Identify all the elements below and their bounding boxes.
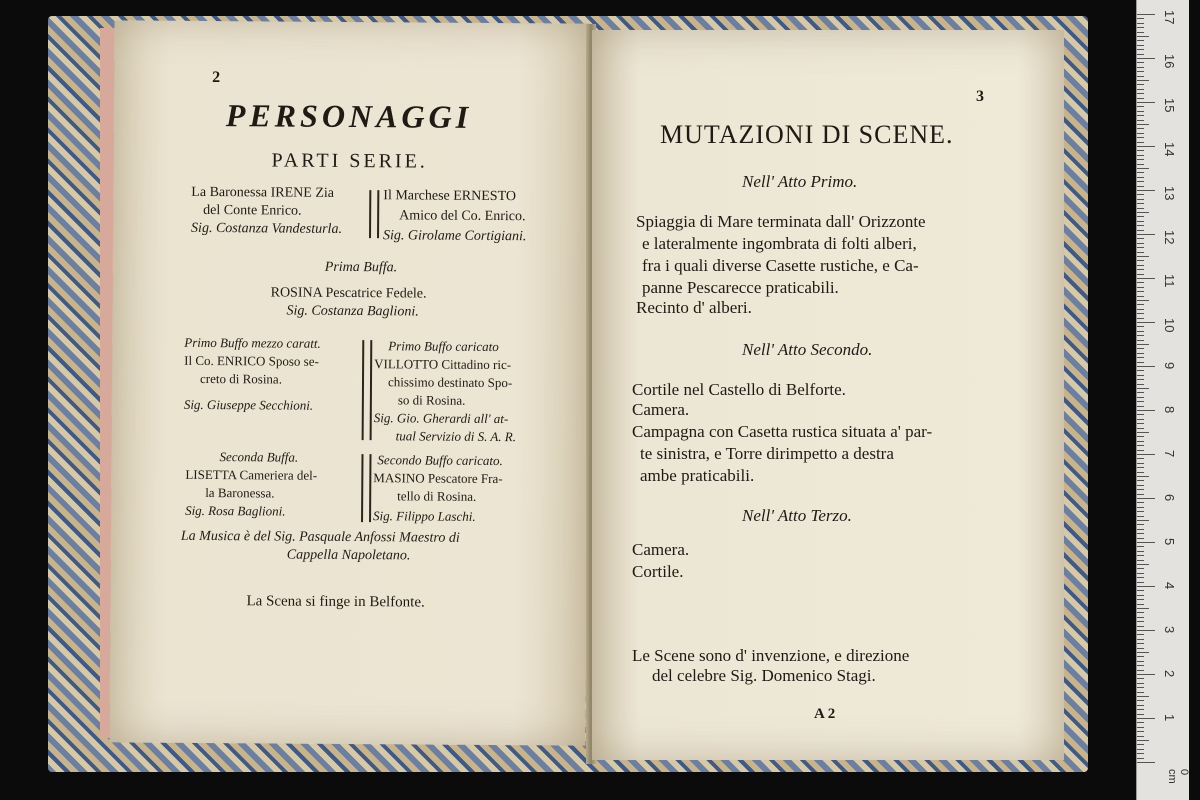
- ruler-tick: [1137, 406, 1144, 407]
- ruler-tick: [1137, 120, 1144, 121]
- scene-line: Cortile nel Castello di Belforte.: [632, 380, 846, 399]
- ruler-tick: [1137, 480, 1144, 481]
- ruler-tick: [1137, 62, 1144, 63]
- ruler-tick: [1137, 692, 1144, 693]
- credit-line: Cappella Napoletano.: [286, 547, 411, 564]
- ruler-tick: [1137, 216, 1144, 217]
- ruler-number: 6: [1162, 494, 1177, 502]
- ruler-tick: [1137, 287, 1144, 288]
- ruler-tick: [1137, 353, 1144, 354]
- ruler-tick: [1137, 274, 1144, 275]
- ruler-tick: [1137, 397, 1144, 398]
- ruler-tick: [1137, 520, 1149, 521]
- ruler-tick: [1137, 80, 1149, 81]
- ruler-number: 17: [1162, 10, 1177, 25]
- cast-line: La Baronessa IRENE Zia: [191, 184, 335, 201]
- ruler-tick: [1137, 238, 1144, 239]
- ruler-tick: [1137, 590, 1144, 591]
- ruler-tick: [1137, 524, 1144, 525]
- ruler-tick: [1137, 639, 1144, 640]
- ruler-tick: [1137, 718, 1155, 719]
- ruler-tick: [1137, 410, 1155, 411]
- ruler-tick: [1137, 18, 1144, 19]
- cast-line: Il Co. ENRICO Sposo se-: [184, 352, 319, 369]
- cast-line: Il Marchese ERNESTO: [383, 188, 517, 205]
- ruler-number: 12: [1162, 230, 1177, 245]
- ruler-tick: [1137, 546, 1144, 547]
- ruler-tick: [1137, 458, 1144, 459]
- ruler-tick: [1137, 54, 1144, 55]
- ruler-tick: [1137, 252, 1144, 253]
- ruler-tick: [1137, 71, 1144, 72]
- ruler-tick: [1137, 269, 1144, 270]
- ruler-tick: [1137, 736, 1144, 737]
- ruler-tick: [1137, 221, 1144, 222]
- role-heading: Prima Buffa.: [324, 259, 398, 276]
- ruler-tick: [1137, 142, 1144, 143]
- cast-line: Primo Buffo mezzo caratt.: [184, 334, 321, 351]
- ruler-tick: [1137, 476, 1149, 477]
- ruler-tick: [1137, 573, 1144, 574]
- ruler-tick: [1137, 533, 1144, 534]
- left-page: [109, 20, 590, 745]
- ruler-tick: [1137, 159, 1144, 160]
- ruler-tick: [1137, 384, 1144, 385]
- ruler-tick: [1137, 313, 1144, 314]
- ruler-number: 1: [1162, 714, 1177, 722]
- ruler-tick: [1137, 665, 1144, 666]
- ruler-tick: [1137, 348, 1144, 349]
- cast-line: VILLOTTO Cittadino ric-: [374, 356, 512, 373]
- ruler-tick: [1137, 560, 1144, 561]
- ruler-number: 8: [1162, 406, 1177, 414]
- brace: [362, 340, 373, 440]
- ruler-tick: [1137, 344, 1149, 345]
- cast-line: Sig. Costanza Vandesturla.: [191, 220, 343, 237]
- ruler-tick: [1137, 291, 1144, 292]
- cast-line: Sig. Rosa Baglioni.: [185, 502, 286, 519]
- ruler-tick: [1137, 67, 1144, 68]
- ruler-tick: [1137, 331, 1144, 332]
- scene-note: La Scena si finge in Belfonte.: [246, 593, 425, 611]
- ruler-tick: [1137, 436, 1144, 437]
- ruler-tick: [1137, 450, 1144, 451]
- ruler-tick: [1137, 608, 1149, 609]
- ruler-number: 11: [1162, 274, 1177, 288]
- ruler-number: 15: [1162, 98, 1177, 113]
- ruler-tick: [1137, 194, 1144, 195]
- ruler-tick: [1137, 674, 1155, 675]
- ruler-tick: [1137, 643, 1144, 644]
- ruler-tick: [1137, 744, 1144, 745]
- scene-line: fra i quali diverse Casette rustiche, e Ca-: [642, 256, 919, 275]
- ruler-tick: [1137, 111, 1144, 112]
- page-number: 2: [212, 69, 221, 87]
- ruler-tick: [1137, 133, 1144, 134]
- ruler-number: 16: [1162, 54, 1177, 69]
- ruler-tick: [1137, 423, 1144, 424]
- ruler-tick: [1137, 538, 1144, 539]
- cast-line: Amico del Co. Enrico.: [399, 208, 526, 225]
- ruler-tick: [1137, 282, 1144, 283]
- ruler-tick: [1137, 749, 1144, 750]
- ruler-tick: [1137, 98, 1144, 99]
- ruler-tick: [1137, 463, 1144, 464]
- scene-line: Spiaggia di Mare terminata dall' Orizzonte: [636, 212, 926, 231]
- ruler-tick: [1137, 203, 1144, 204]
- ruler-tick: [1137, 181, 1144, 182]
- ruler-tick: [1137, 357, 1144, 358]
- ruler-tick: [1137, 168, 1149, 169]
- ruler-tick: [1137, 318, 1144, 319]
- cast-line: Sig. Giuseppe Secchioni.: [183, 396, 314, 413]
- ruler-tick: [1137, 379, 1144, 380]
- ruler-tick: [1137, 256, 1149, 257]
- measurement-ruler: [1136, 0, 1189, 800]
- ruler-tick: [1137, 428, 1144, 429]
- ruler-tick: [1137, 27, 1144, 28]
- ruler-tick: [1137, 106, 1144, 107]
- ruler-tick: [1137, 652, 1149, 653]
- scene-line: ambe praticabili.: [640, 466, 755, 485]
- ruler-tick: [1137, 489, 1144, 490]
- ruler-tick: [1137, 150, 1144, 151]
- cast-line: Sig. Girolame Cortigiani.: [382, 228, 527, 245]
- ruler-tick: [1137, 186, 1144, 187]
- brace: [369, 190, 379, 238]
- ruler-tick: [1137, 507, 1144, 508]
- ruler-tick: [1137, 516, 1144, 517]
- ruler-tick: [1137, 375, 1144, 376]
- ruler-tick: [1137, 155, 1144, 156]
- ruler-tick: [1137, 230, 1144, 231]
- scene-line: te sinistra, e Torre dirimpetto a destra: [640, 444, 894, 463]
- ruler-tick: [1137, 260, 1144, 261]
- cast-line: tual Servizio di S. A. R.: [395, 428, 517, 445]
- ruler-tick: [1137, 300, 1149, 301]
- scene-line: e lateralmente ingombrata di folti alberi,: [642, 234, 917, 253]
- ruler-tick: [1137, 14, 1155, 15]
- cast-line: LISETTA Cameriera del-: [185, 466, 318, 483]
- ruler-tick: [1137, 137, 1144, 138]
- ruler-tick: [1137, 555, 1144, 556]
- cast-line: Sig. Costanza Baglioni.: [286, 303, 419, 320]
- ruler-tick: [1137, 401, 1144, 402]
- ruler-tick: [1137, 494, 1144, 495]
- ruler-number: 7: [1162, 450, 1177, 458]
- ruler-tick: [1137, 727, 1144, 728]
- footer-line: Le Scene sono d' invenzione, e direzione: [632, 646, 910, 665]
- ruler-tick: [1137, 551, 1144, 552]
- ruler-tick: [1137, 208, 1144, 209]
- ruler-number: 3: [1162, 626, 1177, 634]
- ruler-tick: [1137, 309, 1144, 310]
- cast-line: creto di Rosina.: [199, 370, 283, 387]
- ruler-tick: [1137, 414, 1144, 415]
- ruler-tick: [1137, 234, 1155, 235]
- ruler-number: 10: [1162, 318, 1177, 333]
- ruler-tick: [1137, 498, 1155, 499]
- ruler-tick: [1137, 45, 1144, 46]
- ruler-tick: [1137, 212, 1149, 213]
- scene-line: Cortile.: [632, 562, 684, 581]
- ruler-tick: [1137, 84, 1144, 85]
- cast-line: chissimo destinato Spo-: [387, 374, 513, 391]
- ruler-tick: [1137, 146, 1155, 147]
- ruler-tick: [1137, 740, 1149, 741]
- cast-line: so di Rosina.: [397, 392, 466, 408]
- ruler-tick: [1137, 115, 1144, 116]
- ruler-tick: [1137, 714, 1144, 715]
- ruler-tick: [1137, 467, 1144, 468]
- ruler-tick: [1137, 687, 1144, 688]
- ruler-number: 9: [1162, 362, 1177, 370]
- ruler-tick: [1137, 634, 1144, 635]
- scene-line: Campagna con Casetta rustica situata a' par-: [632, 422, 933, 441]
- ruler-tick: [1137, 190, 1155, 191]
- ruler-tick: [1137, 388, 1149, 389]
- ruler-unit: 0 cm: [1166, 769, 1190, 784]
- credit-line: La Musica è del Sig. Pasquale Anfossi Maestro di: [180, 528, 460, 546]
- ruler-tick: [1137, 595, 1144, 596]
- cast-line: Secondo Buffo caricato.: [377, 452, 503, 469]
- ruler-tick: [1137, 709, 1144, 710]
- cast-line: del Conte Enrico.: [203, 202, 302, 219]
- ruler-tick: [1137, 722, 1144, 723]
- act-heading: Nell' Atto Secondo.: [742, 340, 873, 359]
- ruler-tick: [1137, 432, 1149, 433]
- ruler-tick: [1137, 419, 1144, 420]
- ruler-tick: [1137, 172, 1144, 173]
- ruler-tick: [1137, 304, 1144, 305]
- ruler-tick: [1137, 445, 1144, 446]
- section-heading: PARTI SERIE.: [271, 149, 428, 173]
- ruler-tick: [1137, 441, 1144, 442]
- ruler-tick: [1137, 731, 1144, 732]
- ruler-tick: [1137, 177, 1144, 178]
- ruler-number: 2: [1162, 670, 1177, 678]
- ruler-tick: [1137, 568, 1144, 569]
- scene-line: Camera.: [632, 400, 690, 419]
- ruler-tick: [1137, 128, 1144, 129]
- ruler-tick: [1137, 278, 1155, 279]
- ruler-tick: [1137, 243, 1144, 244]
- ruler-tick: [1137, 586, 1155, 587]
- ruler-number: 14: [1162, 142, 1177, 157]
- ruler-tick: [1137, 582, 1144, 583]
- scene-line: Camera.: [632, 540, 690, 559]
- ruler-number: 13: [1162, 186, 1177, 201]
- ruler-tick: [1137, 49, 1144, 50]
- ruler-tick: [1137, 758, 1144, 759]
- right-page: [592, 30, 1064, 760]
- ruler-tick: [1137, 700, 1144, 701]
- ruler-tick: [1137, 164, 1144, 165]
- ruler-tick: [1137, 58, 1155, 59]
- ruler-tick: [1137, 362, 1144, 363]
- ruler-tick: [1137, 89, 1144, 90]
- ruler-tick: [1137, 502, 1144, 503]
- cast-line: tello di Rosina.: [397, 488, 477, 504]
- ruler-tick: [1137, 472, 1144, 473]
- ruler-tick: [1137, 370, 1144, 371]
- act-heading: Nell' Atto Terzo.: [742, 506, 852, 525]
- ruler-tick: [1137, 762, 1155, 763]
- ruler-tick: [1137, 577, 1144, 578]
- ruler-tick: [1137, 322, 1155, 323]
- ruler-tick: [1137, 599, 1144, 600]
- ruler-tick: [1137, 366, 1155, 367]
- page-title: PERSONAGGI: [225, 97, 473, 135]
- ruler-tick: [1137, 23, 1144, 24]
- ruler-tick: [1137, 648, 1144, 649]
- ruler-tick: [1137, 678, 1144, 679]
- ruler-tick: [1137, 392, 1144, 393]
- ruler-tick: [1137, 529, 1144, 530]
- ruler-number: 5: [1162, 538, 1177, 546]
- ruler-tick: [1137, 32, 1144, 33]
- footer-line: del celebre Sig. Domenico Stagi.: [652, 666, 876, 685]
- cast-line: la Baronessa.: [205, 484, 275, 501]
- cast-line: MASINO Pescatore Fra-: [373, 470, 503, 487]
- ruler-tick: [1137, 753, 1144, 754]
- ruler-tick: [1137, 542, 1155, 543]
- act-heading: Nell' Atto Primo.: [742, 172, 858, 191]
- cast-line: ROSINA Pescatrice Fedele.: [270, 285, 427, 302]
- ruler-tick: [1137, 705, 1144, 706]
- ruler-tick: [1137, 683, 1144, 684]
- cast-line: Seconda Buffa.: [219, 449, 299, 465]
- ruler-tick: [1137, 124, 1149, 125]
- brace: [361, 454, 371, 522]
- scene-line: Recinto d' alberi.: [636, 298, 752, 317]
- cast-line: Primo Buffo caricato: [388, 338, 499, 355]
- ruler-tick: [1137, 656, 1144, 657]
- ruler-tick: [1137, 247, 1144, 248]
- ruler-tick: [1137, 626, 1144, 627]
- ruler-tick: [1137, 93, 1144, 94]
- cast-line: Sig. Gio. Gherardi all' at-: [373, 410, 509, 427]
- ruler-tick: [1137, 604, 1144, 605]
- cast-line: Sig. Filippo Laschi.: [373, 508, 476, 524]
- ruler-tick: [1137, 36, 1149, 37]
- ruler-tick: [1137, 335, 1144, 336]
- ruler-tick: [1137, 670, 1144, 671]
- ruler-tick: [1137, 612, 1144, 613]
- ruler-tick: [1137, 76, 1144, 77]
- ruler-tick: [1137, 102, 1155, 103]
- scene-line: panne Pescarecce praticabili.: [642, 278, 839, 297]
- page-number: 3: [976, 88, 984, 105]
- ruler-number: 4: [1162, 582, 1177, 590]
- ruler-tick: [1137, 511, 1144, 512]
- ruler-tick: [1137, 454, 1155, 455]
- ruler-tick: [1137, 340, 1144, 341]
- ruler-tick: [1137, 630, 1155, 631]
- ruler-tick: [1137, 265, 1144, 266]
- ruler-tick: [1137, 485, 1144, 486]
- ruler-tick: [1137, 40, 1144, 41]
- page-title: MUTAZIONI DI SCENE.: [660, 120, 954, 149]
- ruler-tick: [1137, 696, 1149, 697]
- ruler-tick: [1137, 621, 1144, 622]
- ruler-tick: [1137, 661, 1144, 662]
- signature-mark: A 2: [814, 706, 836, 722]
- ruler-tick: [1137, 326, 1144, 327]
- ruler-tick: [1137, 199, 1144, 200]
- ruler-tick: [1137, 225, 1144, 226]
- ruler-tick: [1137, 296, 1144, 297]
- ruler-tick: [1137, 564, 1149, 565]
- ruler-tick: [1137, 617, 1144, 618]
